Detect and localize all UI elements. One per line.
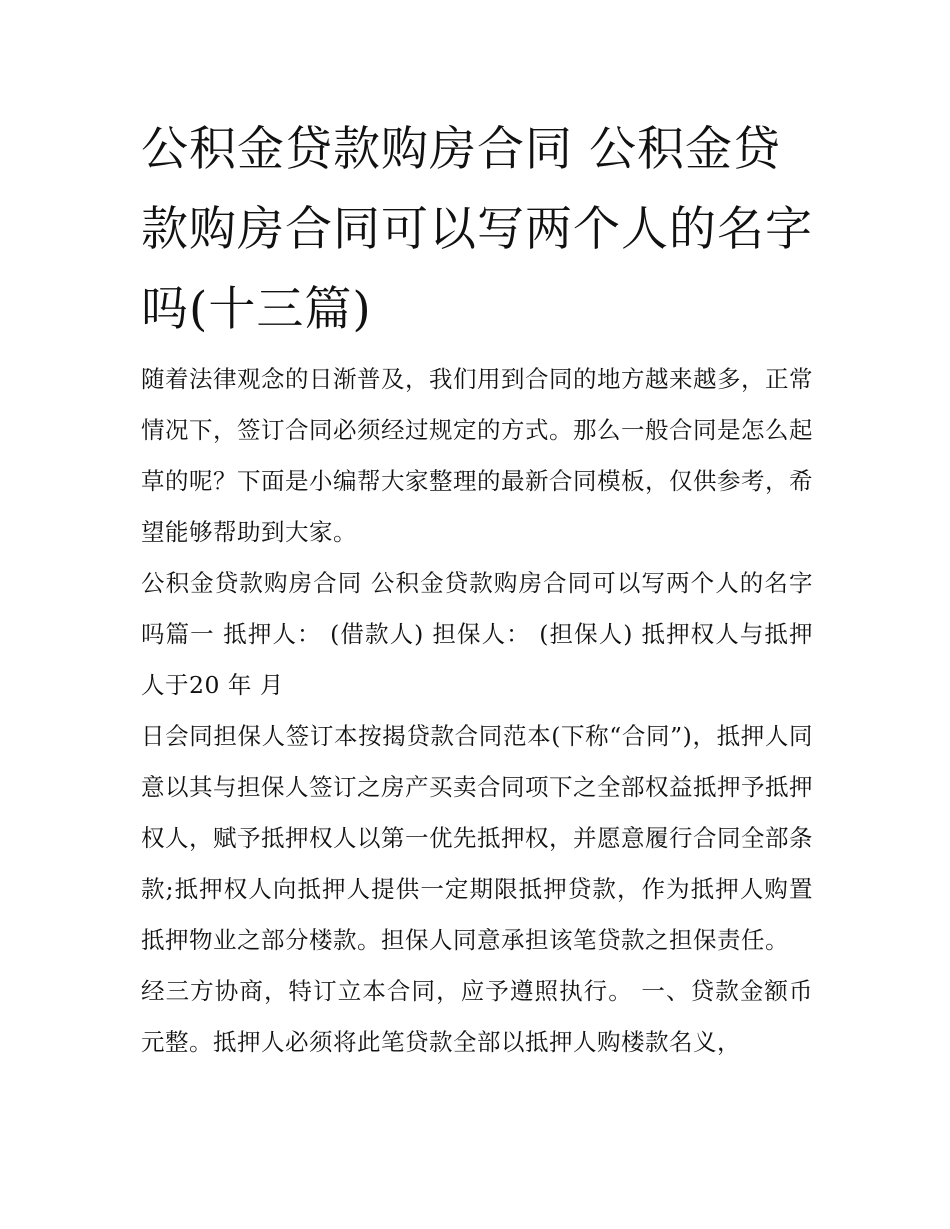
document-page (141, 110, 813, 1068)
contract-terms-paragraph: 日会同担保人签订本按揭贷款合同范本(下称“合同”)，抵押人同意以其与担保人签订之房产买卖合同项下之全部权益抵押予抵押权人，赋予抵押权人以第一优先抵押权，并愿意履行合同全部条款;抵押权人向抵押人提供一定期限抵押贷款，作为抵押人购置抵押物业之部分楼款。担保人同意承担该笔贷款之担保责任。 (141, 722, 813, 954)
intro-paragraph: 随着法律观念的日渐普及，我们用到合同的地方越来越多，正常情况下，签订合同必须经过规定的方式。那么一般合同是怎么起草的呢？下面是小编帮大家整理的最新合同模板，仅供参考，希望能够帮助到大家。 (141, 365, 813, 546)
loan-amount-paragraph: 经三方协商，特订立本合同，应予遵照执行。 一、贷款金额币 元整。抵押人必须将此笔贷款全部以抵押人购楼款名义， (141, 977, 813, 1056)
document-title: 公积金贷款购房合同 公积金贷款购房合同可以写两个人的名字吗(十三篇) (141, 122, 813, 337)
contract-parties-paragraph: 公积金贷款购房合同 公积金贷款购房合同可以写两个人的名字吗篇一 抵押人： (借款人) 担保人： (担保人) 抵押权人与抵押人于20 年 月 (141, 569, 813, 699)
